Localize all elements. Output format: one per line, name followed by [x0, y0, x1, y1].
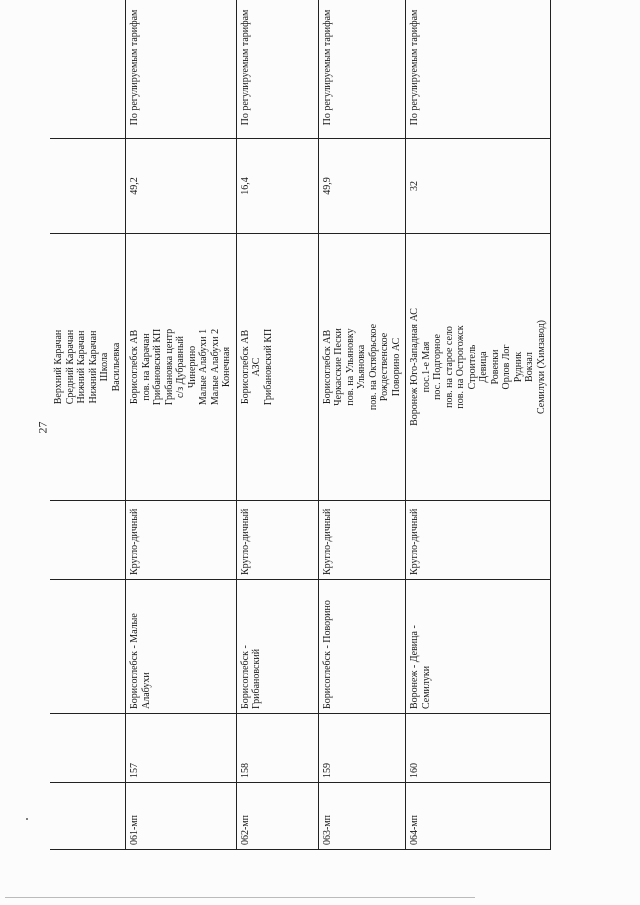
routes-table — [50, 0, 551, 850]
stop-name: Черкасские Пески — [333, 328, 344, 406]
stop-name: с/з Дубравный — [175, 335, 186, 399]
cell-stops — [126, 234, 237, 501]
cell-code: 062-мп — [236, 783, 318, 850]
stop-name: Нижний Карачан — [76, 330, 87, 404]
cell-number — [50, 714, 126, 783]
stop-name: Малые Алабухи 1 — [198, 328, 209, 406]
table-row — [406, 0, 551, 850]
cell-distance: 32 — [406, 139, 551, 234]
stop-name: пов. на Карачан — [140, 333, 152, 401]
cell-stops — [318, 234, 406, 501]
stop-name: Грибановка центр — [163, 328, 175, 406]
stop-name: пос.1-е Мая — [420, 341, 432, 393]
cell-stops — [236, 234, 318, 501]
stop-name: пов. на старое село — [443, 326, 455, 408]
scan-edge-line — [5, 897, 475, 898]
stop-name: АЗС — [251, 357, 262, 377]
stop-name: Чинерино — [186, 345, 198, 389]
stop-name: Нижний Карачан — [87, 330, 99, 404]
cell-tariff: По регулируемым тарифам — [126, 0, 237, 139]
cell-code: 064-мп — [406, 783, 551, 850]
stop-name: Рождественское — [379, 332, 390, 402]
stop-name: пос. Подгорное — [432, 334, 443, 400]
stop-name: Орлов Лог — [501, 344, 512, 390]
cell-stops — [406, 234, 551, 501]
stop-name: Воронеж Юго-Западная АС — [409, 308, 420, 426]
stop-name: Девица — [478, 351, 489, 383]
scan-speck — [26, 818, 28, 820]
cell-route-name: Воронеж - Девица - Семилуки — [406, 580, 551, 714]
cell-route-type: Кругло-дичный — [236, 501, 318, 580]
routes-table-container — [50, 9, 550, 850]
table-row — [236, 0, 318, 850]
cell-route-type — [50, 501, 126, 580]
cell-number: 157 — [126, 714, 237, 783]
cell-route-name: Борисоглебск - Поворино — [318, 580, 406, 714]
stop-name: Ульяновка — [356, 344, 367, 390]
stop-name: пов. на Ульяновку — [344, 328, 356, 406]
cell-distance: 49,2 — [126, 139, 237, 234]
stop-name: пов. на Октябрьское — [367, 323, 379, 411]
cell-distance — [50, 139, 126, 234]
cell-code: 063-мп — [318, 783, 406, 850]
stop-name: Конечная — [221, 346, 232, 388]
cell-tariff — [50, 0, 126, 139]
cell-number: 158 — [236, 714, 318, 783]
table-row — [126, 0, 237, 850]
stop-name: Вокзал — [524, 352, 535, 382]
cell-route-type: Кругло-дичный — [126, 501, 237, 580]
stop-name: Грибановский КП — [262, 328, 274, 406]
stop-name: Школа — [99, 352, 110, 382]
cell-code — [50, 783, 126, 850]
stop-name: Борисоглебск АВ — [321, 329, 333, 405]
table-row — [318, 0, 406, 850]
stop-name: Средний Карачан — [64, 329, 76, 405]
cell-route-type: Кругло-дичный — [406, 501, 551, 580]
stop-name: пов. на Острогожск — [455, 325, 466, 409]
cell-code: 061-мп — [126, 783, 237, 850]
stop-name: Семилуки (Химзавод) — [535, 320, 547, 415]
stop-name: Борисоглебск АВ — [239, 329, 251, 405]
cell-number: 160 — [406, 714, 551, 783]
cell-tariff: По регулируемым тарифам — [236, 0, 318, 139]
stop-name: Строитель — [466, 344, 478, 390]
cell-tariff: По регулируемым тарифам — [318, 0, 406, 139]
table-row-continuation — [50, 0, 126, 850]
stop-name: Рудник — [512, 351, 524, 383]
stop-name: Поворино АС — [390, 337, 402, 397]
cell-route-name: Борисоглебск - Малые Алабухи — [126, 580, 237, 714]
stop-name: Васильевка — [110, 342, 122, 392]
stop-name: Малые Алабухи 2 — [209, 328, 221, 406]
page-number: 27 — [35, 421, 50, 434]
cell-route-type: Кругло-дичный — [318, 501, 406, 580]
stop-name: Верхний Карачан — [53, 329, 64, 405]
cell-route-name — [50, 580, 126, 714]
cell-tariff: По регулируемым тарифам — [406, 0, 551, 139]
stop-name: Грибановский КП — [152, 328, 163, 406]
cell-distance: 16,4 — [236, 139, 318, 234]
stop-name: Ровенки — [489, 349, 501, 385]
cell-distance: 49,9 — [318, 139, 406, 234]
cell-number: 159 — [318, 714, 406, 783]
cell-stops — [50, 234, 126, 501]
stop-name: Борисоглебск АВ — [129, 329, 140, 405]
cell-route-name: Борисоглебск - Грибановский — [236, 580, 318, 714]
